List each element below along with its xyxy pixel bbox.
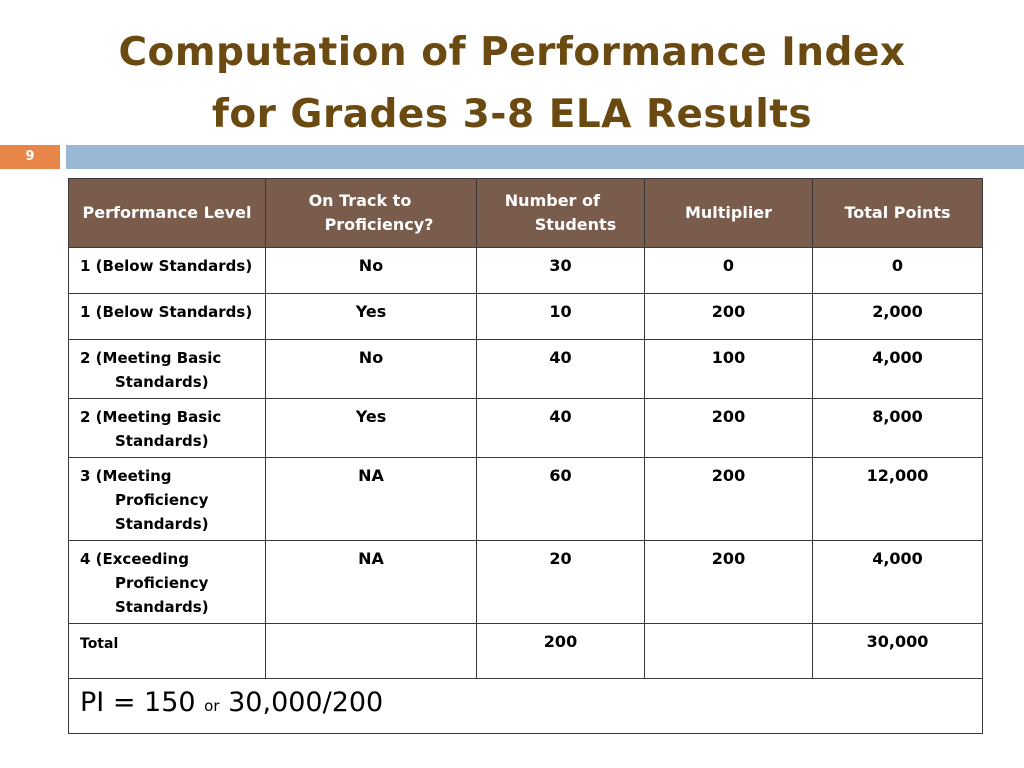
table-header-row (69, 179, 983, 248)
total-multiplier-cell (645, 624, 813, 679)
header-students-line2: Students (534, 215, 617, 234)
multiplier-cell: 200 (645, 458, 813, 541)
slide-number: 9 (0, 145, 60, 169)
points-cell: 4,000 (813, 541, 983, 624)
performance-level-cell (69, 340, 266, 399)
on-track-cell: No (266, 340, 477, 399)
performance-level-cell (69, 294, 266, 340)
header-number-of-students (477, 179, 645, 248)
multiplier-cell: 200 (645, 541, 813, 624)
performance-level-cell (69, 248, 266, 294)
header-on-track (266, 179, 477, 248)
performance-index-table (68, 178, 983, 734)
pi-row (69, 679, 983, 734)
students-cell: 40 (477, 340, 645, 399)
level-text-cont: Standards) (115, 432, 209, 450)
level-text-cont: Standards) (115, 515, 209, 533)
total-students-cell: 200 (477, 624, 645, 679)
header-students-line1: Number of (504, 191, 600, 210)
header-performance-level: Performance Level (69, 179, 266, 248)
header-total-points: Total Points (813, 179, 983, 248)
title-line-2: for Grades 3-8 ELA Results (211, 92, 813, 137)
points-cell: 0 (813, 248, 983, 294)
table-row (69, 340, 983, 399)
level-text-cont: Proficiency (115, 574, 209, 592)
title-line-1: Computation of Performance Index (118, 30, 906, 75)
header-multiplier: Multiplier (645, 179, 813, 248)
level-text: 2 (Meeting Basic (80, 408, 222, 426)
on-track-cell: Yes (266, 294, 477, 340)
pi-formula-cell (69, 679, 983, 734)
level-text-cont: Standards) (115, 373, 209, 391)
level-text: 3 (Meeting (80, 467, 172, 485)
level-text-cont: Standards) (115, 598, 209, 616)
table-row (69, 248, 983, 294)
table-row (69, 399, 983, 458)
performance-level-cell (69, 458, 266, 541)
points-cell: 8,000 (813, 399, 983, 458)
students-cell: 20 (477, 541, 645, 624)
performance-level-cell (69, 399, 266, 458)
points-cell: 4,000 (813, 340, 983, 399)
level-text: 2 (Meeting Basic (80, 349, 222, 367)
points-cell: 12,000 (813, 458, 983, 541)
multiplier-cell: 100 (645, 340, 813, 399)
total-label-cell: Total (69, 624, 266, 679)
multiplier-cell: 200 (645, 294, 813, 340)
on-track-cell: NA (266, 458, 477, 541)
header-on-track-line1: On Track to (308, 191, 412, 210)
on-track-cell: NA (266, 541, 477, 624)
level-text: 1 (Below Standards) (80, 303, 253, 321)
slide-title (0, 22, 1024, 146)
on-track-cell: No (266, 248, 477, 294)
table-row (69, 458, 983, 541)
total-points-cell: 30,000 (813, 624, 983, 679)
level-text: 4 (Exceeding (80, 550, 189, 568)
multiplier-cell: 200 (645, 399, 813, 458)
students-cell: 60 (477, 458, 645, 541)
pi-suffix: 30,000/200 (228, 687, 384, 718)
total-row (69, 624, 983, 679)
total-on-track-cell (266, 624, 477, 679)
level-text: 1 (Below Standards) (80, 257, 253, 275)
level-text-cont: Proficiency (115, 491, 209, 509)
pi-or: or (204, 697, 220, 715)
on-track-cell: Yes (266, 399, 477, 458)
multiplier-cell: 0 (645, 248, 813, 294)
students-cell: 10 (477, 294, 645, 340)
table-row (69, 294, 983, 340)
points-cell: 2,000 (813, 294, 983, 340)
students-cell: 30 (477, 248, 645, 294)
performance-level-cell (69, 541, 266, 624)
students-cell: 40 (477, 399, 645, 458)
pi-prefix: PI = 150 (80, 687, 196, 718)
header-rule-bar (66, 145, 1024, 169)
header-on-track-line2: Proficiency? (324, 215, 434, 234)
table-row (69, 541, 983, 624)
